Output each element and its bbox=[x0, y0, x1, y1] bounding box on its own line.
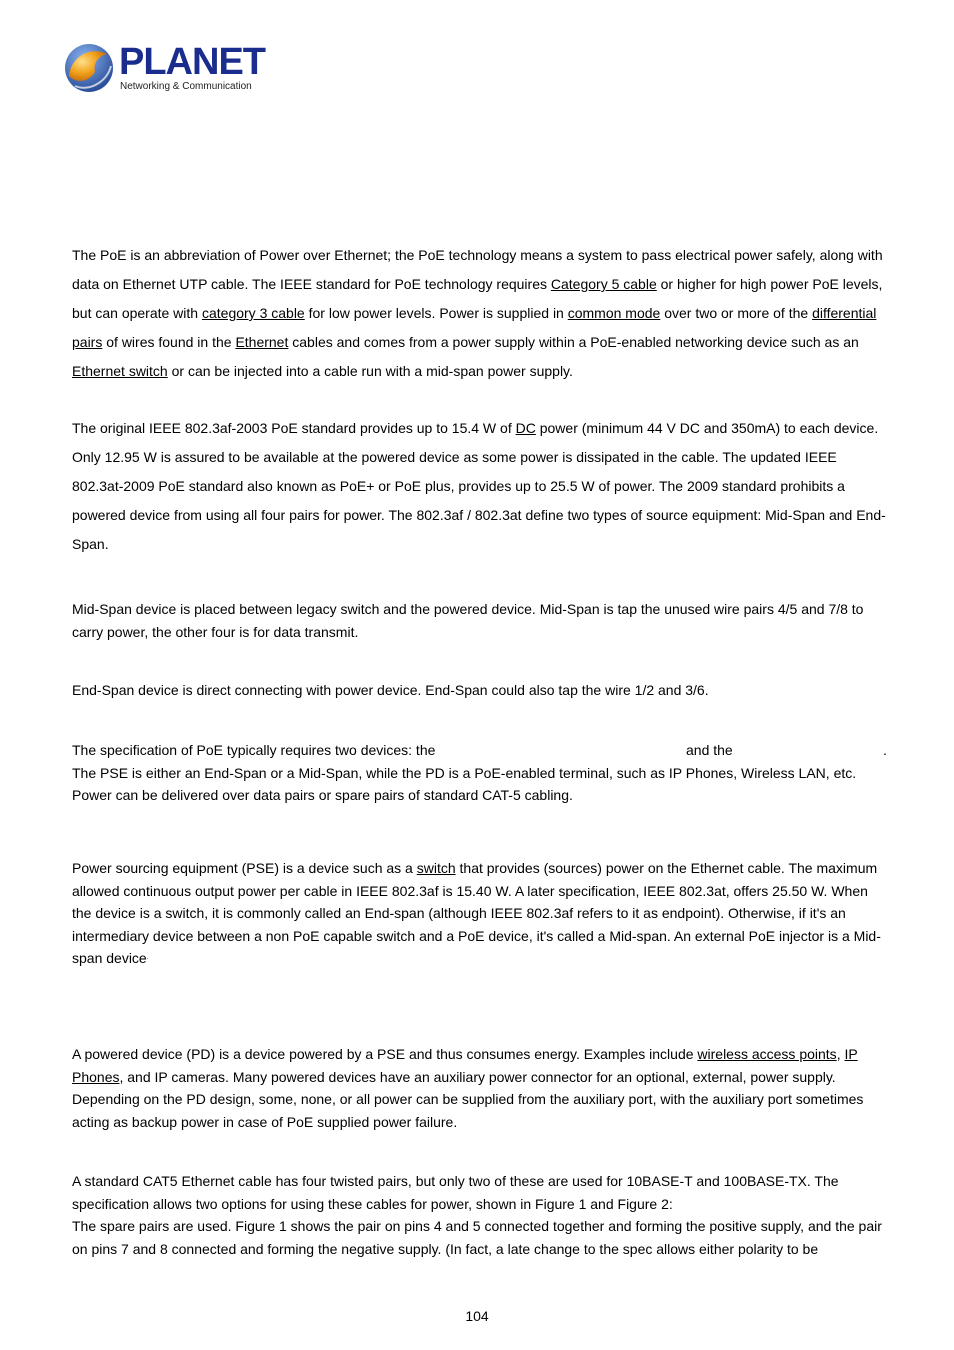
text: The original IEEE 802.3af-2003 PoE standard provides up to 15.4 W of bbox=[72, 420, 516, 436]
paragraph-poe-specification bbox=[72, 739, 887, 807]
text: A standard CAT5 Ethernet cable has four twisted pairs, but only two of these are used for 10BASE-T and 100BASE-TX. The specification allows two options for using these cables for power, shown in Figure 1 and Figure 2: bbox=[72, 1173, 839, 1212]
paragraph-poe-intro bbox=[72, 241, 887, 386]
text: and the bbox=[686, 742, 733, 758]
text: for low power levels. Power is supplied in bbox=[304, 305, 568, 321]
paragraph-pd bbox=[72, 1043, 887, 1133]
link-wireless-access-points[interactable]: wireless access points bbox=[697, 1046, 837, 1062]
text: cables and comes from a power supply within a PoE-enabled networking device such as an bbox=[288, 334, 859, 350]
text: The specification of PoE typically requires two devices: the bbox=[72, 742, 436, 758]
paragraph-pse bbox=[72, 857, 887, 970]
paragraph-cat5-cable bbox=[72, 1170, 887, 1260]
text: The spare pairs are used. Figure 1 shows the pair on pins 4 and 5 connected together and forming the positive supply, and the pair on pins 7 and 8 connected and forming the negative supply. (In fact, a late change to the spec allows either polarity to be bbox=[72, 1218, 882, 1257]
page-number: 104 bbox=[465, 1308, 489, 1324]
link-category-3-cable[interactable]: category 3 cable bbox=[201, 305, 305, 321]
text: , and IP cameras. Many powered devices have an auxiliary power connector for an optional, external, power supply. Depending on the PD design, some, none, or all power can be supplied from the auxiliary port, with the auxiliary port sometimes acting as backup power in case of PoE supplied power failure. bbox=[72, 1068, 864, 1130]
link-dc[interactable]: DC bbox=[515, 420, 536, 436]
paragraph-poe-standards bbox=[72, 414, 887, 559]
text: . bbox=[146, 955, 149, 961]
text: that provides (sources) power on the Ethernet cable. The maximum allowed continuous output power per cable in IEEE 802.3af is 15.40 W. A later specification, IEEE 802.3at, offers 25.50 W. When the device is a switch, it is commonly called an End-span (although IEEE 802.3af refers to it as endpoint). Otherwise, if it's an intermediary device between a non PoE capable switch and a PoE device, it's called a Mid-span. An external PoE injector is a Mid-span device bbox=[72, 860, 881, 966]
logo-wordmark: PLANET bbox=[119, 41, 265, 83]
text: or can be injected into a cable run with a mid-span power supply. bbox=[167, 363, 573, 379]
text: , bbox=[836, 1046, 845, 1062]
paragraph-end-span: End-Span device is direct connecting with power device. End-Span could also tap the wire 1/2 and 3/6. bbox=[72, 682, 709, 698]
globe-icon bbox=[63, 42, 115, 94]
planet-logo bbox=[63, 40, 263, 95]
text: over two or more of the bbox=[660, 305, 813, 321]
link-ip-phones[interactable]: IP Phones bbox=[72, 1046, 858, 1085]
text: Power sourcing equipment (PSE) is a device such as a bbox=[72, 860, 417, 876]
text: . bbox=[883, 742, 887, 758]
logo-tagline: Networking & Communication bbox=[120, 81, 252, 92]
text: A powered device (PD) is a device powered by a PSE and thus consumes energy. Examples include bbox=[72, 1046, 698, 1062]
spec-first-line bbox=[72, 739, 887, 762]
text: power (minimum 44 V DC and 350mA) to each device. Only 12.95 W is assured to be available at the powered device as some power is dissipated in the cable. The updated IEEE 802.3at-2009 PoE standard also known as PoE+ or PoE plus, provides up to 25.5 W of power. The 2009 standard prohibits a powered device from using all four pairs for power. The 802.3af / 802.3at define two types of source equipment: Mid-Span and End-Span. bbox=[72, 420, 886, 552]
text: The PoE is an abbreviation of Power over Ethernet; the PoE technology means a system to pass electrical power safely, along with data on Ethernet UTP cable. The IEEE standard for PoE technology requires bbox=[72, 247, 883, 292]
text: The PSE is either an End-Span or a Mid-Span, while the PD is a PoE-enabled terminal, such as IP Phones, Wireless LAN, etc. Power can be delivered over data pairs or spare pairs of standard CAT-5 cabling. bbox=[72, 764, 857, 803]
link-switch[interactable]: switch bbox=[416, 860, 456, 876]
link-ethernet-switch[interactable]: Ethernet switch bbox=[72, 363, 168, 379]
link-category-5-cable[interactable]: Category 5 cable bbox=[550, 276, 657, 292]
paragraph-mid-span: Mid-Span device is placed between legacy switch and the powered device. Mid-Span is tap the unused wire pairs 4/5 and 7/8 to carry power, the other four is for data transmit. bbox=[72, 601, 864, 640]
link-ethernet[interactable]: Ethernet bbox=[235, 334, 289, 350]
text: or higher for high power PoE levels, but can operate with bbox=[72, 276, 883, 321]
link-common-mode[interactable]: common mode bbox=[567, 305, 661, 321]
link-differential-pairs[interactable]: differential pairs bbox=[72, 305, 877, 350]
text: of wires found in the bbox=[102, 334, 236, 350]
